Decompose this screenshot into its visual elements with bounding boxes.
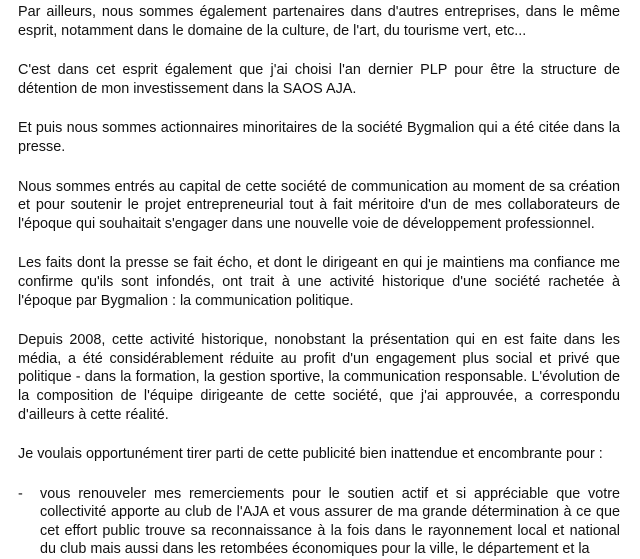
paragraph-capital: Nous sommes entrés au capital de cette société de communication au moment de sa création et pour soutenir le projet entrepreneurial tout à fait méritoire d'un de mes collaborateurs de l'époque qui souhaitait s'engager dans une nouvelle voie de développement professionnel. <box>18 178 620 232</box>
paragraph-plp: C'est dans cet esprit également que j'ai choisi l'an dernier PLP pour être la structure de détention de mon investissement dans la SAOS AJA. <box>18 62 620 97</box>
bullet-text: vous renouveler mes remerciements pour le soutien actif et si appréciable que votre collectivité apporte au club de l'AJA et vous assurer de ma grande détermination à ce que cet effort public trouve sa reconnaissance à la fois dans le rayonnement local et national du club mais aussi dans les retombées économiques pour la ville, le département et la <box>40 485 620 558</box>
paragraph-bygmalion: Et puis nous sommes actionnaires minoritaires de la société Bygmalion qui a été citée dans la presse. <box>18 120 620 155</box>
paragraph-partenaires: Par ailleurs, nous sommes également partenaires dans d'autres entreprises, dans le même esprit, notamment dans le domaine de la culture, de l'art, du tourisme vert, etc... <box>18 4 620 39</box>
paragraph-publicite: Je voulais opportunément tirer parti de cette publicité bien inattendue et encombrante pour : <box>18 446 603 463</box>
bullet-marker: - <box>18 485 23 502</box>
bullet-list <box>18 485 620 559</box>
paragraph-depuis-2008: Depuis 2008, cette activité historique, nonobstant la présentation qui en est faite dans les média, a été considérablement réduite au profit d'un engagement plus social et privé que politique - dans la formation, la gestion sportive, la communication responsable. L'évolution de la composition de l'équipe dirigeante de cette société, que j'ai approuvée, a correspondu d'ailleurs à cette réalité. <box>18 332 620 423</box>
paragraph-faits: Les faits dont la presse se fait écho, et dont le dirigeant en qui je maintiens ma confiance me confirme qu'ils sont infondés, ont trait à une activité historique d'une société rachetée à l'époque par Bygmalion : la communication politique. <box>18 255 620 309</box>
list-item <box>18 485 620 559</box>
